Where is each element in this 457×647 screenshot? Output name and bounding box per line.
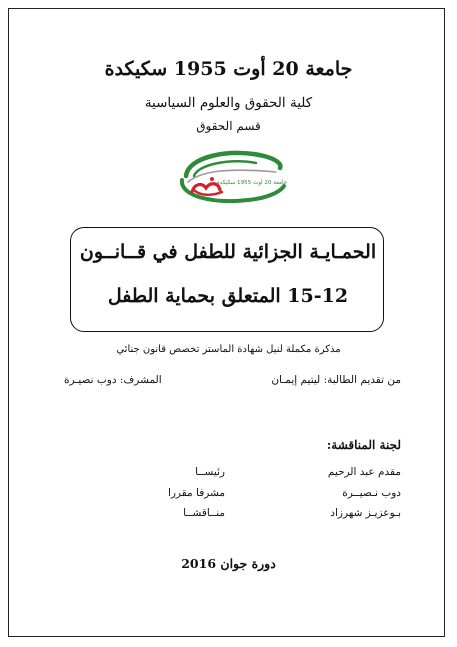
session-date: دورة جوان 2016 (181, 556, 276, 571)
committee-heading: لجنة المناقشة: (326, 438, 401, 452)
student-name: من تقديم الطالبة: ليتيم إيمـان (271, 374, 401, 386)
university-name: جامعة 20 أوت 1955 سكيكدة (104, 58, 353, 80)
committee-member-role: رئيســا (195, 466, 225, 478)
thesis-title-box (70, 227, 384, 332)
logo-text: جامعة 20 أوت 1955 سكيكدة (216, 180, 288, 186)
committee-member-name: بـوعزيـز شهرزاد (330, 507, 401, 519)
faculty-name: كلية الحقوق والعلوم السياسية (144, 95, 313, 111)
committee-member-name: مقدم عبد الرحيم (327, 466, 401, 478)
committee-member-name: دوب نـصيــرة (342, 487, 401, 499)
thesis-title-line1: الحمـايـة الجزائية للطفل في قــانــون (79, 241, 377, 263)
thesis-note: مذكرة مكملة لنيل شهادة الماستر تخصص قانون جنائي (116, 344, 341, 355)
thesis-title-line2: 15-12 المتعلق بحماية الطفل (107, 285, 349, 307)
committee-member-role: مشرفا مقررا (167, 487, 225, 499)
supervisor-name: المشرف: دوب نصيـرة (64, 374, 162, 386)
university-logo (172, 146, 290, 204)
department-name: قسم الحقوق (196, 119, 261, 133)
committee-member-role: منــاقشــا (183, 507, 225, 519)
